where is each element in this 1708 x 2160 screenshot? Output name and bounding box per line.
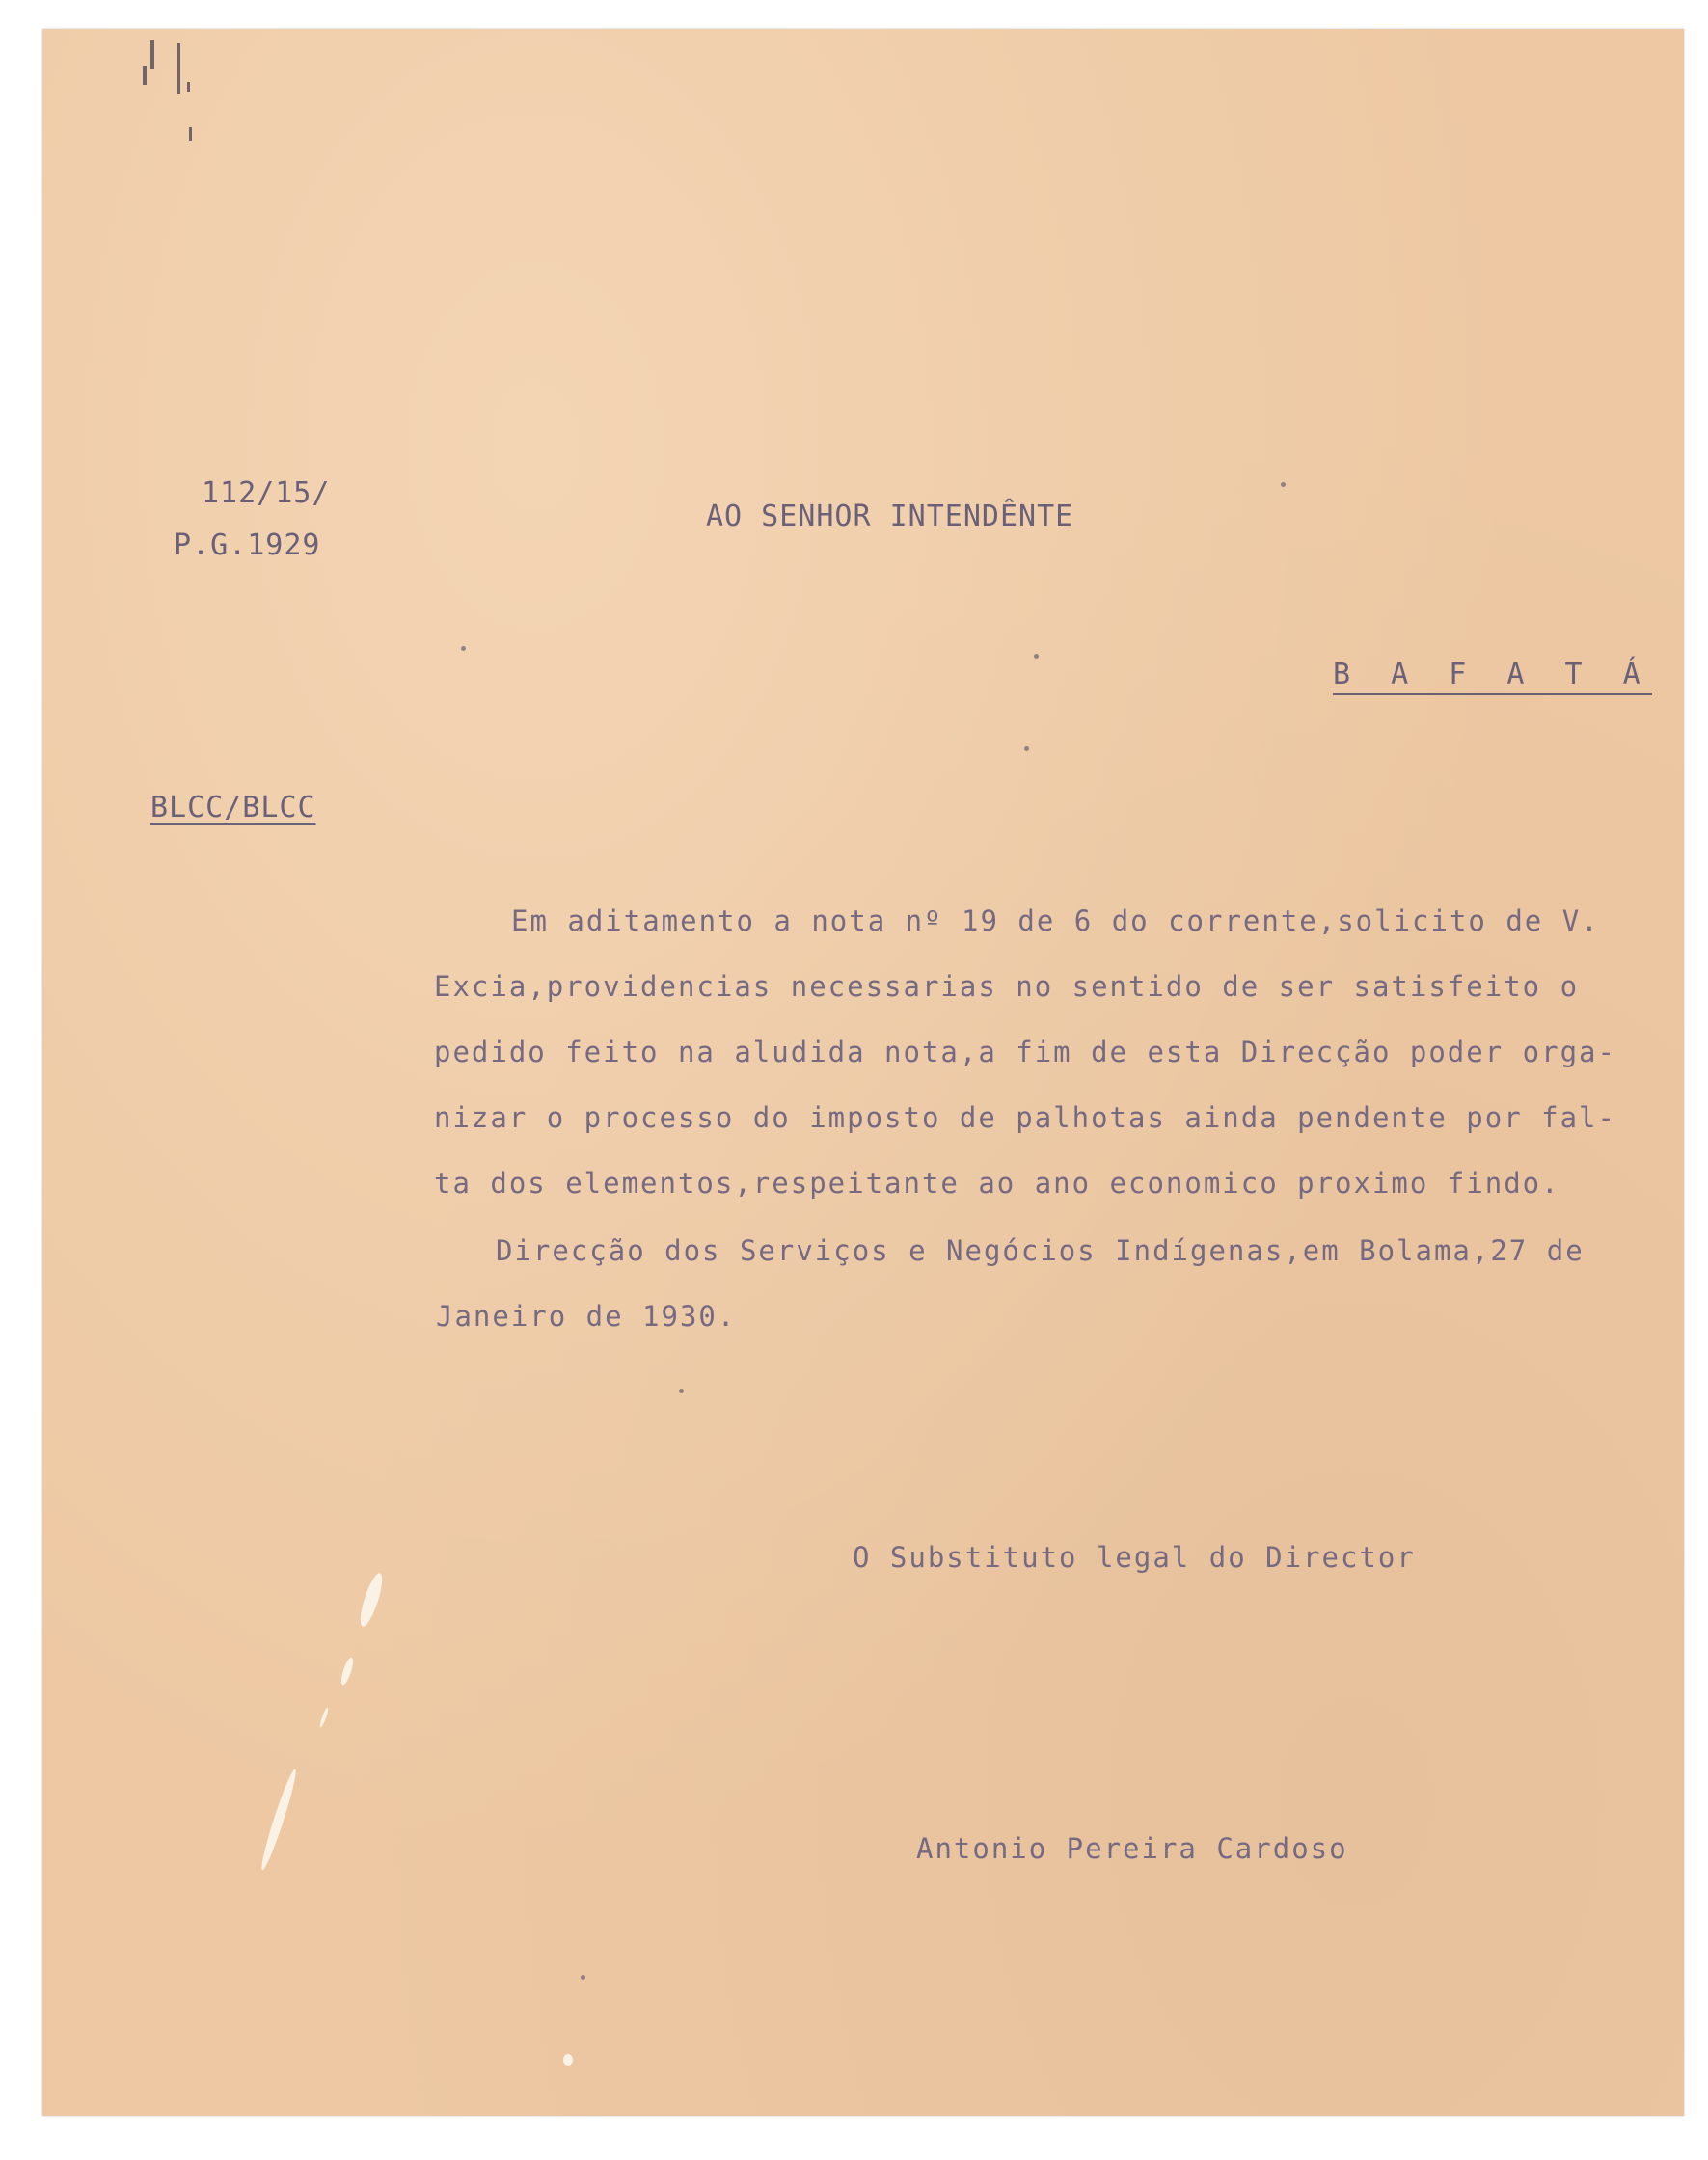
- body-line: pedido feito na aludida nota,a fim de esta Direcção poder orga-: [434, 1036, 1616, 1068]
- paper-speck: [1024, 746, 1029, 751]
- closing-line: Janeiro de 1930.: [436, 1300, 737, 1333]
- signatory-title: O Substituto legal do Director: [853, 1541, 1416, 1574]
- typist-initials: BLCC/BLCC: [150, 791, 316, 824]
- paper-scratch-mark: [339, 1656, 356, 1686]
- paper-speck: [461, 646, 466, 651]
- paper-speck: [1281, 482, 1286, 487]
- paper-scratch-mark: [318, 1707, 329, 1728]
- body-line: nizar o processo do imposto de palhotas ainda pendente por fal-: [434, 1101, 1616, 1134]
- paper-scratch-mark: [356, 1571, 386, 1628]
- clip-mark: [143, 66, 147, 85]
- closing-line: Direcção dos Serviços e Negócios Indígenas,em Bolama,27 de: [496, 1234, 1585, 1267]
- paper-scratch-mark: [563, 2054, 573, 2066]
- destination-city: B A F A T Á: [1333, 658, 1652, 695]
- reference-year: P.G.1929: [174, 528, 321, 562]
- addressee: AO SENHOR INTENDÊNTE: [706, 500, 1074, 533]
- signatory-name: Antonio Pereira Cardoso: [916, 1832, 1348, 1865]
- paper-speck: [1034, 654, 1039, 659]
- clip-mark: [187, 82, 190, 92]
- body-line: Excia,providencias necessarias no sentido de ser satisfeito o: [434, 970, 1580, 1003]
- clip-mark: [189, 127, 192, 141]
- paper-scratch-mark: [258, 1768, 300, 1872]
- paper-speck: [581, 1975, 585, 1980]
- paper-speck: [679, 1389, 684, 1393]
- body-line: ta dos elementos,respeitante ao ano economico proximo findo.: [434, 1167, 1560, 1200]
- reference-number: 112/15/: [202, 476, 331, 510]
- clip-mark: [150, 40, 154, 69]
- document-page: [42, 29, 1684, 2116]
- body-line: Em aditamento a nota nº 19 de 6 do corrente,solicito de V.: [511, 904, 1600, 937]
- clip-mark: [177, 43, 180, 94]
